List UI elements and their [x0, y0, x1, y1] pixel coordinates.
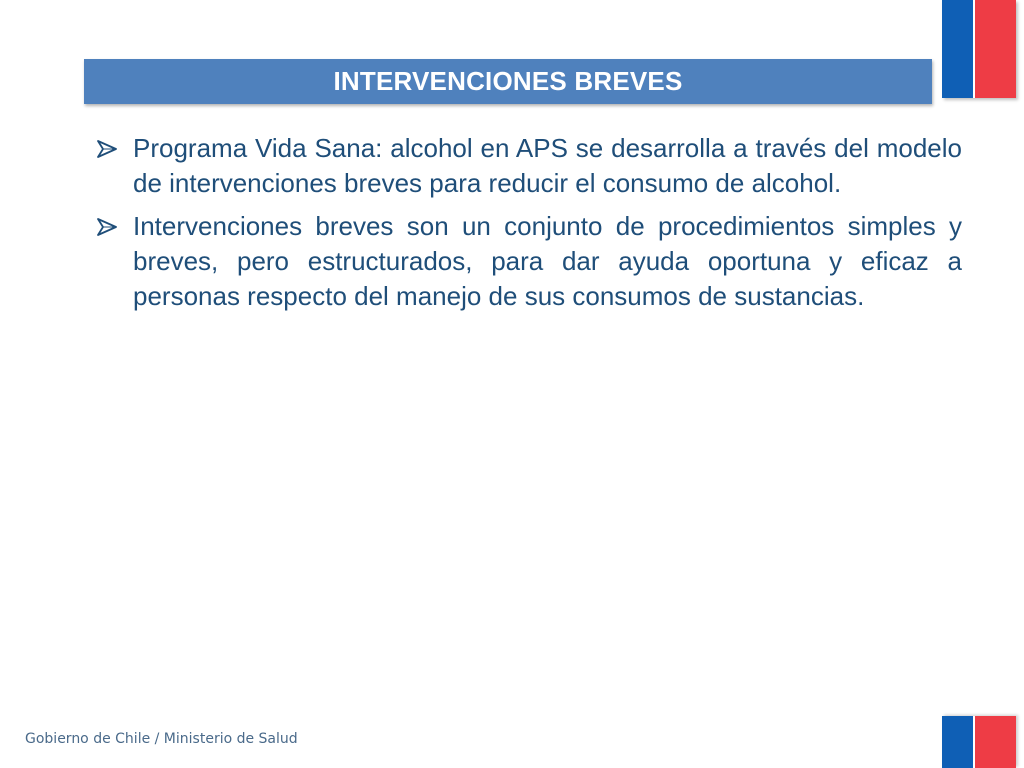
footer-text: Gobierno de Chile / Ministerio de Salud — [25, 731, 298, 747]
flag-red-stripe — [975, 716, 1016, 768]
flag-logo-top — [942, 0, 1016, 98]
flag-logo-bottom — [942, 716, 1016, 768]
flag-blue-stripe — [942, 0, 975, 98]
list-item — [96, 209, 962, 314]
flag-red-stripe — [975, 0, 1016, 98]
arrow-bullet-icon — [96, 140, 118, 158]
bullet-text: Intervenciones breves son un conjunto de procedimientos simples y breves, pero estructurados, para dar ayuda oportuna y eficaz a personas respecto del manejo de sus consumos de sustancias. — [133, 211, 962, 311]
bullet-list — [96, 131, 962, 322]
list-item — [96, 131, 962, 201]
slide-title: INTERVENCIONES BREVES — [333, 66, 683, 96]
title-banner — [84, 59, 932, 104]
arrow-bullet-icon — [96, 218, 118, 236]
bullet-text: Programa Vida Sana: alcohol en APS se desarrolla a través del modelo de intervenciones breves para reducir el consumo de alcohol. — [133, 133, 962, 198]
flag-blue-stripe — [942, 716, 975, 768]
